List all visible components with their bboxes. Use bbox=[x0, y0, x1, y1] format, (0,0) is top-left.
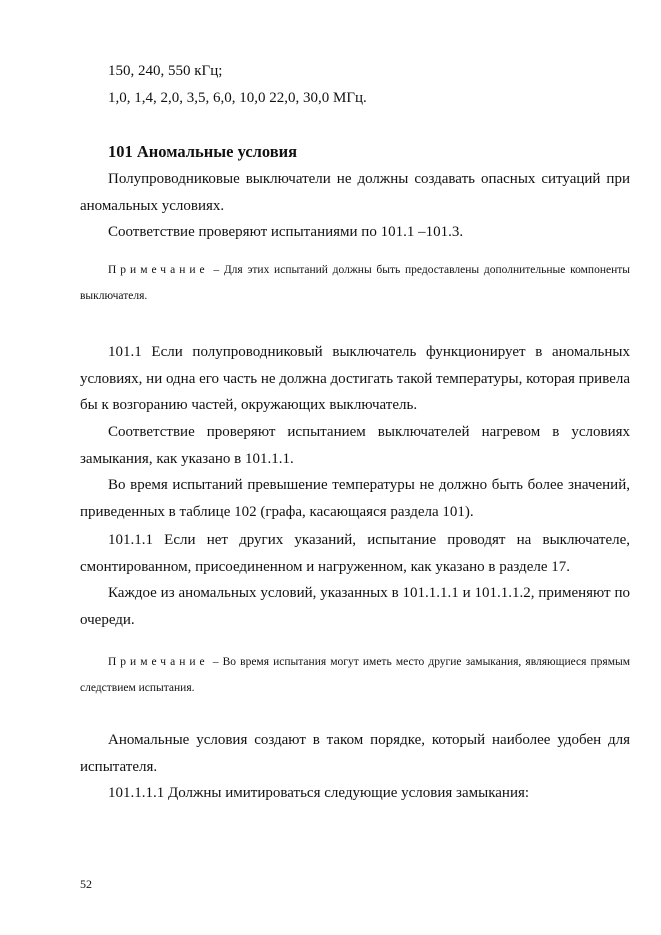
paragraph: Аномальные условия создают в таком порядке, который наиболее удобен для испытателя. bbox=[80, 732, 630, 775]
paragraph: Соответствие проверяют испытанием выключателей нагревом в условиях замыкания, как указано в 101.1.1. bbox=[80, 424, 630, 467]
note-text: – Для этих испытаний должны быть предоставлены дополнительные компоненты выключателя. bbox=[80, 264, 630, 302]
section-heading: 101 Аномальные условия bbox=[108, 142, 298, 161]
note-label: Примечание bbox=[108, 656, 209, 668]
paragraph bbox=[80, 339, 630, 419]
paragraph: Во время испытаний превышение температуры не должно быть более значений, приведенных в таблице 102 (графа, касающаяся раздела 101). bbox=[80, 477, 630, 520]
paragraph: Соответствие проверяют испытаниями по 101.1 –101.3. bbox=[108, 224, 464, 240]
note bbox=[80, 257, 630, 309]
paragraph: Полупроводниковые выключатели не должны создавать опасных ситуаций при аномальных условиях. bbox=[80, 171, 630, 214]
note-text: – Во время испытания могут иметь место другие замыкания, являющиеся прямым следствием испытания. bbox=[80, 656, 630, 694]
text-line: 1,0, 1,4, 2,0, 3,5, 6,0, 10,0 22,0, 30,0 МГц. bbox=[108, 89, 367, 106]
paragraph-text: 101.1 Если полупроводниковый выключатель функционирует в аномальных условиях, ни одна его часть не должна достигать такой температуры, которая привела бы к возгоранию частей, окружающих выключатель. bbox=[80, 344, 630, 413]
paragraph: Каждое из аномальных условий, указанных в 101.1.1.1 и 101.1.1.2, применяют по очереди. bbox=[80, 585, 630, 628]
note-label: Примечание bbox=[108, 264, 209, 276]
paragraph: 101.1.1 Если нет других указаний, испытание проводят на выключателе, смонтированном, присоединенном и нагруженном, как указано в разделе 17. bbox=[80, 532, 630, 575]
page-number: 52 bbox=[80, 877, 92, 891]
paragraph: 101.1.1.1 Должны имитироваться следующие условия замыкания: bbox=[108, 785, 530, 801]
frequency-list bbox=[80, 58, 630, 111]
text-line: 150, 240, 550 кГц; bbox=[108, 63, 223, 79]
note bbox=[80, 649, 630, 701]
